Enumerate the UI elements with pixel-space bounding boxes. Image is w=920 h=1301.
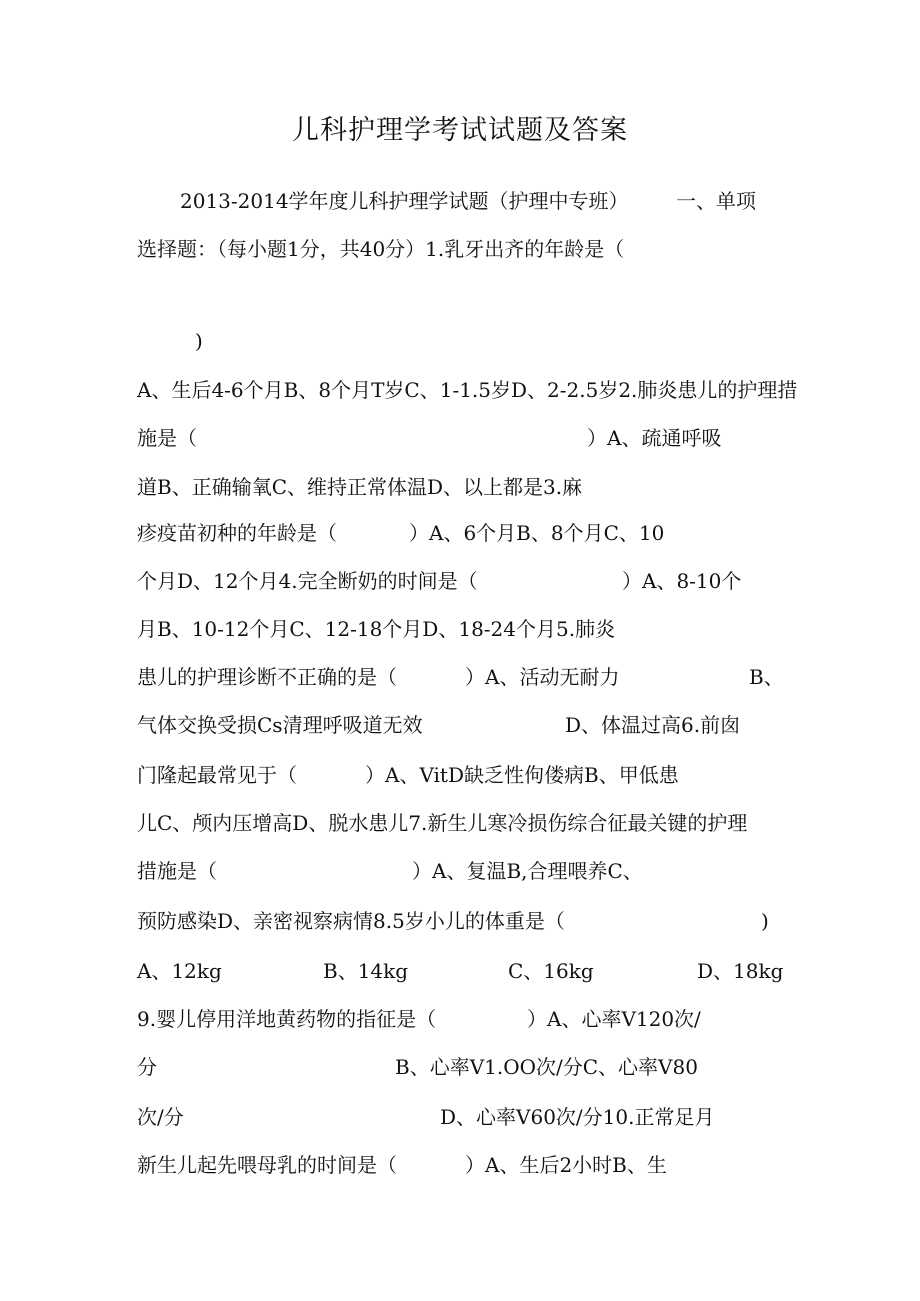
text-segment: 门隆起最常见于（: [137, 763, 297, 787]
text-segment: B、心率V1.OO次/分C、心率V80: [395, 1055, 698, 1079]
document-title: 儿科护理学考试试题及答案: [292, 115, 628, 146]
text-segment: 气体交换受损Cs清理呼吸道无效: [137, 713, 423, 737]
text-segment: 2013-2014学年度儿科护理学试题（护理中专班）: [180, 189, 629, 213]
text-segment: 月B、10-12个月C、12-18个月D、18-24个月5.肺炎: [137, 617, 616, 641]
text-segment: ）A、生后2小时B、生: [465, 1153, 667, 1177]
text-segment: 选择题：（每小题1分，共40分）1.乳牙出齐的年龄是（: [137, 237, 625, 261]
text-segment: 儿C、颅内压增高D、脱水患儿7.新生儿寒冷损伤综合征最关键的护理: [137, 811, 748, 835]
text-segment: 次/分: [137, 1105, 184, 1129]
text-segment: B、: [749, 665, 784, 689]
text-segment: 一、单项: [676, 189, 756, 213]
text-segment: D、体温过高6.前囱: [565, 713, 741, 737]
text-segment: 施是（: [137, 426, 197, 450]
text-segment: 疹疫苗初种的年龄是（: [137, 521, 337, 545]
text-segment: ）A、活动无耐力: [465, 665, 620, 689]
text-segment: ）A、心率V120次/: [527, 1007, 701, 1031]
text-segment: ）A、VitD缺乏性佝偻病B、甲低患: [365, 763, 679, 787]
text-segment: ）A、8-10个: [622, 569, 742, 593]
text-segment: ）A、复温B,合理喂养C、: [412, 859, 643, 883]
text-segment: D、心率V60次/分10.正常足月: [440, 1105, 715, 1129]
text-segment: 分: [137, 1055, 157, 1079]
text-segment: 个月D、12个月4.完全断奶的时间是（: [137, 569, 478, 593]
text-segment: 道B、正确输氧C、维持正常体温D、以上都是3.麻: [137, 475, 583, 499]
text-segment: ）A、疏通呼吸: [587, 426, 722, 450]
text-segment: ): [195, 329, 203, 353]
text-segment: D、18kg: [697, 959, 784, 983]
text-segment: A、生后4-6个月B、8个月T岁C、1-1.5岁D、2-2.5岁2.肺炎患儿的护理措: [137, 378, 798, 402]
text-segment: 预防感染D、亲密视察病情8.5岁小儿的体重是（: [137, 909, 565, 933]
text-segment: A、12kg: [137, 959, 222, 983]
text-segment: B、14kg: [323, 959, 409, 983]
text-segment: ): [761, 909, 769, 933]
text-segment: ）A、6个月B、8个月C、10: [409, 521, 665, 545]
text-segment: 患儿的护理诊断不正确的是（: [137, 665, 397, 689]
text-segment: 9.婴儿停用洋地黄药物的指征是（: [137, 1007, 437, 1031]
text-segment: 措施是（: [137, 859, 217, 883]
text-segment: C、16kg: [508, 959, 594, 983]
text-segment: 新生儿起先喂母乳的时间是（: [137, 1153, 397, 1177]
